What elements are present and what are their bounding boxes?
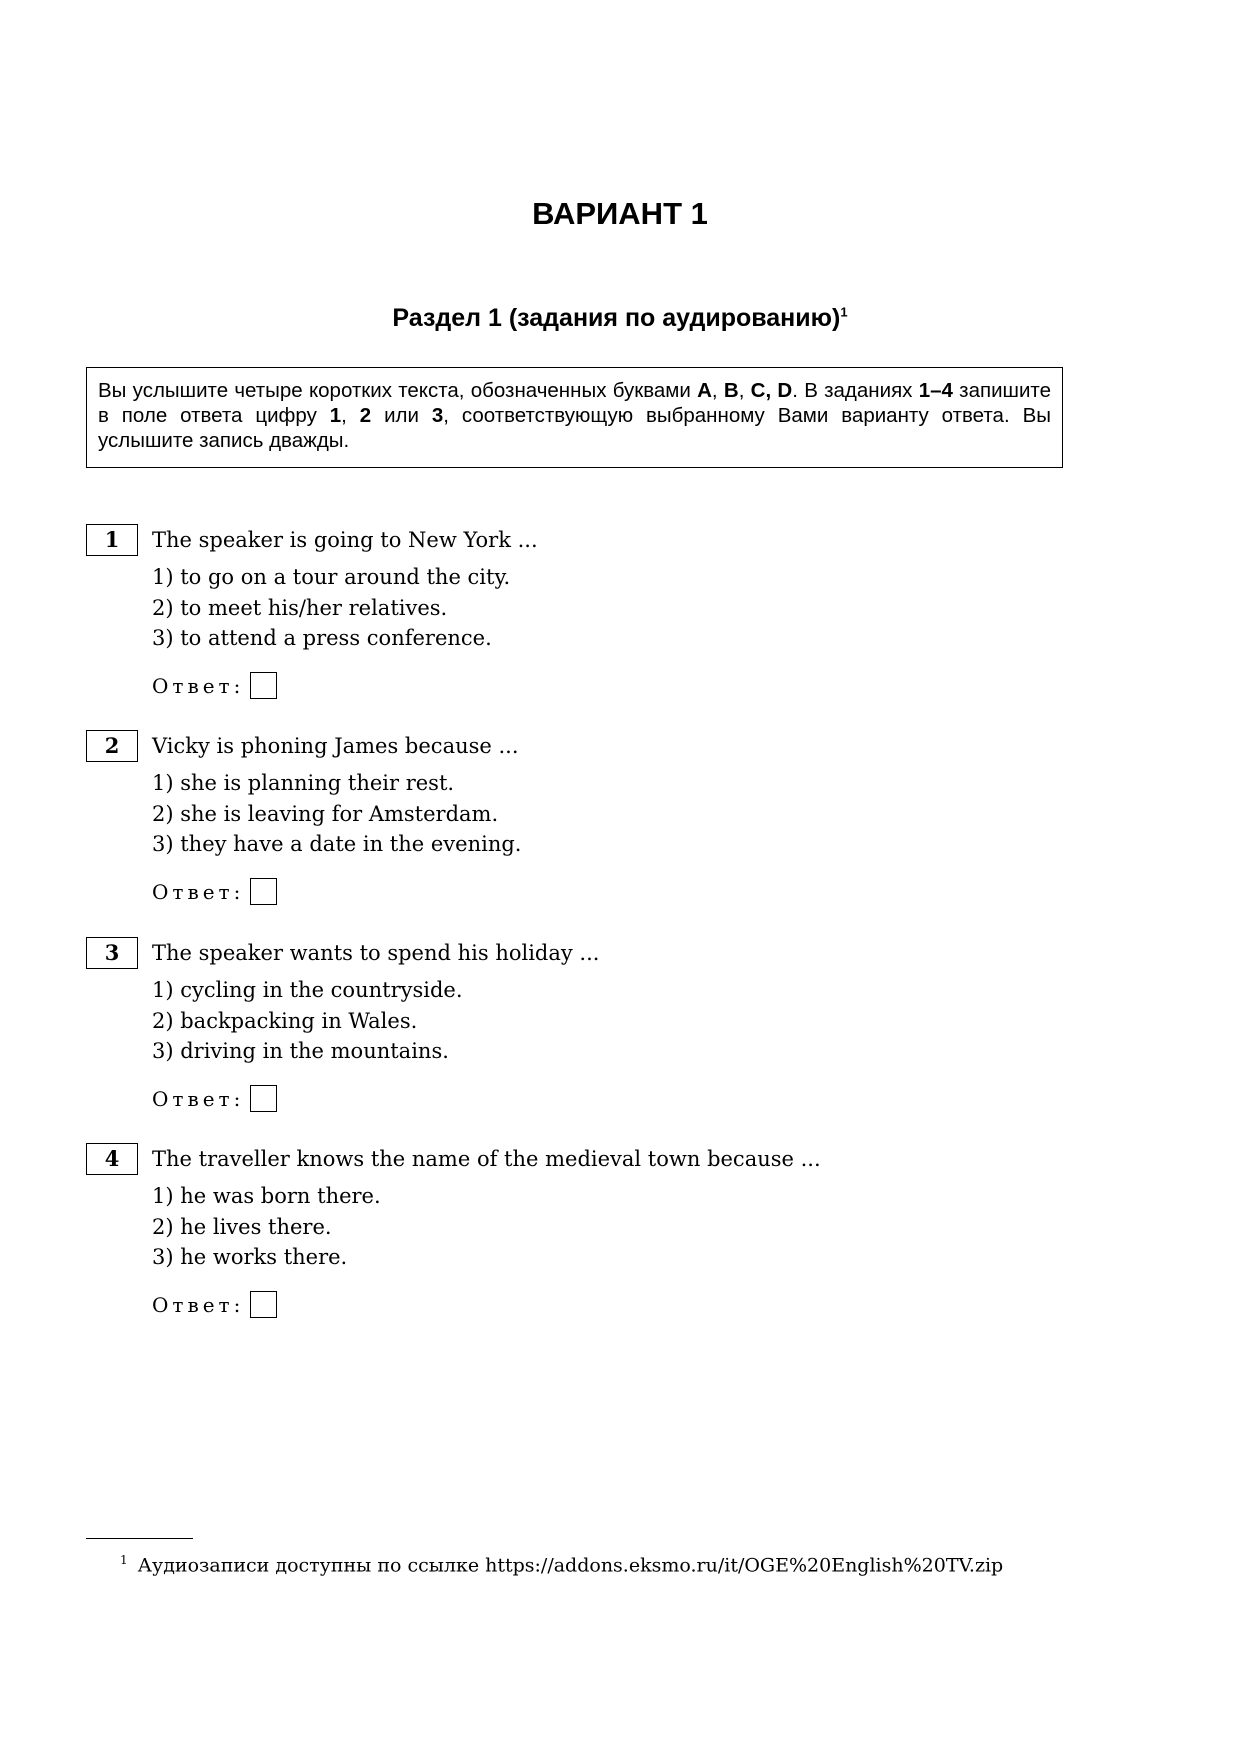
task-range: 1–4 — [918, 379, 953, 402]
footnote-text: Аудиозаписи доступны по ссылке https://addons.eksmo.ru/it/OGE%20English%20TV.zip — [137, 1554, 1004, 1577]
task-stem: The speaker wants to spend his holiday ... — [152, 941, 600, 965]
digit-1: 1 — [329, 404, 342, 427]
task-number: 4 — [86, 1143, 138, 1175]
option-2: 2) she is leaving for Amsterdam. — [152, 801, 499, 826]
answer-row — [152, 1085, 277, 1112]
footnote-ref: 1 — [840, 304, 848, 320]
task-options — [152, 562, 510, 654]
instructions-box — [86, 367, 1063, 468]
letter-d: D — [777, 379, 793, 402]
answer-box[interactable] — [250, 878, 277, 905]
option-3: 3) they have a date in the evening. — [152, 832, 522, 856]
answer-label: Ответ: — [152, 1086, 245, 1111]
separator: , — [711, 379, 724, 402]
task-number: 2 — [86, 730, 138, 762]
answer-box[interactable] — [250, 1291, 277, 1318]
letter-c: C, — [750, 379, 772, 402]
task-options — [152, 1181, 381, 1273]
task-number: 3 — [86, 937, 138, 969]
answer-box[interactable] — [250, 1085, 277, 1112]
separator: , — [341, 404, 360, 427]
task-stem: Vicky is phoning James because ... — [152, 734, 519, 758]
option-2: 2) to meet his/her relatives. — [152, 595, 448, 620]
letter-b: B — [723, 379, 739, 402]
instructions-text: запишите в поле ответа цифру — [98, 379, 1051, 427]
instructions-text: Вы услышите четыре коротких текста, обозначенных буквами — [98, 379, 698, 402]
section-title — [0, 304, 1240, 333]
option-1: 1) he was born there. — [152, 1184, 381, 1208]
option-3: 3) he works there. — [152, 1245, 348, 1269]
answer-row — [152, 672, 277, 699]
option-1: 1) cycling in the countryside. — [152, 978, 463, 1002]
footnote — [120, 1548, 1003, 1577]
task-1 — [86, 524, 1146, 724]
instructions-text: . В заданиях — [792, 379, 919, 402]
task-number: 1 — [86, 524, 138, 556]
option-2: 2) he lives there. — [152, 1214, 332, 1239]
footnote-divider — [86, 1538, 193, 1539]
task-options — [152, 975, 463, 1067]
footnote-mark: 1 — [120, 1553, 128, 1567]
variant-title: ВАРИАНТ 1 — [532, 196, 708, 231]
instructions-text: или — [371, 404, 432, 427]
answer-label: Ответ: — [152, 1292, 245, 1317]
instructions-text: , соответствующую выбранному Вами варианту ответа. Вы услышите запись дважды. — [98, 404, 1051, 452]
answer-label: Ответ: — [152, 879, 245, 904]
task-2 — [86, 730, 1146, 930]
task-stem: The speaker is going to New York ... — [152, 528, 538, 552]
separator: , — [738, 379, 751, 402]
option-1: 1) to go on a tour around the city. — [152, 565, 511, 589]
option-3: 3) to attend a press conference. — [152, 626, 492, 650]
answer-box[interactable] — [250, 672, 277, 699]
task-4 — [86, 1143, 1146, 1343]
option-3: 3) driving in the mountains. — [152, 1039, 449, 1063]
answer-label: Ответ: — [152, 673, 245, 698]
digit-2: 2 — [359, 404, 372, 427]
option-2: 2) backpacking in Wales. — [152, 1008, 418, 1033]
task-stem: The traveller knows the name of the medieval town because ... — [152, 1147, 821, 1171]
task-options — [152, 768, 521, 860]
letter-a: A — [697, 379, 712, 402]
answer-row — [152, 1291, 277, 1318]
section-title-text: Раздел 1 (задания по аудированию) — [392, 304, 841, 332]
answer-row — [152, 878, 277, 905]
task-3 — [86, 937, 1146, 1137]
option-1: 1) she is planning their rest. — [152, 771, 455, 795]
digit-3: 3 — [431, 404, 444, 427]
